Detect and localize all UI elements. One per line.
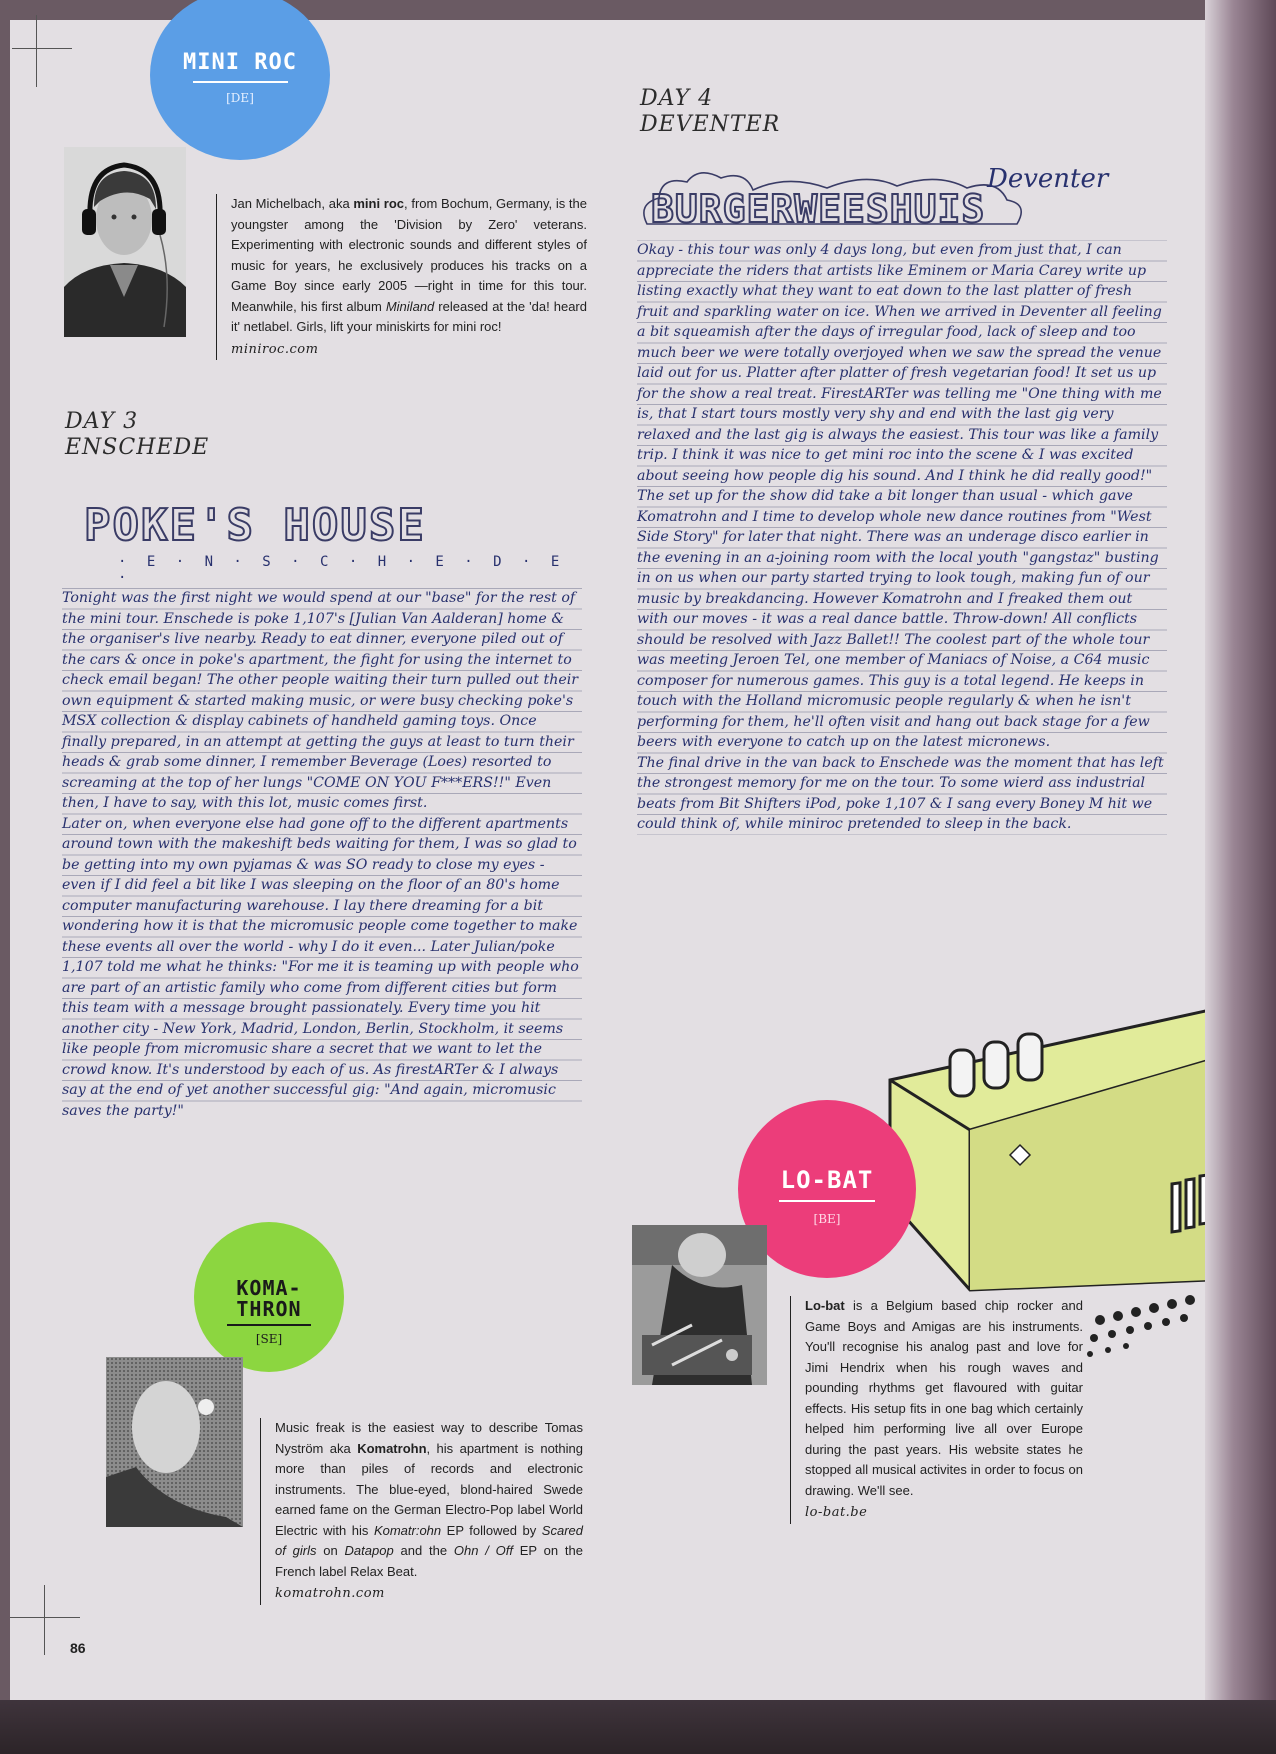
lo-bat-name: LO-BAT	[780, 1166, 874, 1194]
bio-text: Music freak is the easiest way to describe Tomas Nyström aka	[275, 1420, 583, 1456]
day3-handwritten-text	[62, 588, 582, 1121]
komathron-name-line: THRON	[236, 1297, 302, 1321]
release-title: Scared of girls	[275, 1522, 583, 1558]
komathron-name-line: KOMA-	[236, 1276, 302, 1300]
artist-name: mini roc	[353, 196, 405, 211]
day3-day: DAY 3	[65, 409, 139, 434]
day4-heading	[640, 86, 780, 138]
day4-notebook	[637, 164, 1167, 835]
pokes-house-doodle: POKE'S HOUSE	[84, 500, 426, 551]
bio-text: is a Belgium based chip rocker and Game Boys and Amigas are his instruments. You'll recognise his analog past and love for Jimi Hendrix when his rough waves and pounding rhythms get flavoured with guitar effects. His setup fits in one bag which certainly helped him performing live all over Europe during the past years. His website states he stopped all musical activites in order to focus on drawing. We'll see.	[805, 1298, 1083, 1498]
lo-bat-photo	[632, 1225, 767, 1385]
bottom-edge-shadow	[0, 1700, 1276, 1754]
mini-roc-photo	[64, 147, 186, 337]
mini-roc-bio	[216, 194, 587, 360]
day3-paragraph: Tonight was the first night we would spend at our "base" for the rest of the mini tour. Enschede is poke 1,107's [Julian Van Aalderan] home & the organiser's live nearby. Ready to eat dinner, everyone piled out of the cars & once in poke's apartment, the fight for using the internet to check email began! The other people waiting their turn pulled out their own equipment & started making music, or were busy checking poke's MSX collection & display cabinets of handheld gaming toys. Once finally prepared, in an attempt at getting the guys at least to turn their heads & grab some dinner, I remember Beverage (Loes) resorted to screaming at the top of her lungs "COME ON YOU F***ERS!!" Even then, I have to say, with this lot, music comes first.	[62, 590, 579, 811]
bio-text: and the	[393, 1543, 454, 1558]
mini-roc-url[interactable]: miniroc.com	[231, 341, 319, 357]
bio-text: released at the 'da! heard it' netlabel. Girls, lift your miniskirts for mini roc!	[231, 298, 587, 334]
komathron-name	[194, 1278, 344, 1320]
bio-text: on	[316, 1543, 345, 1558]
crop-mark	[10, 1617, 80, 1618]
bio-text: , from Bochum, Germany, is the youngster among the 'Division by Zero' veterans. Experimenting with electronic sounds and different styles of music for years, he exclusively produces his tracks on a Game Boy since early 2005 —right in time for this tour. Meanwhile, his first album	[231, 196, 587, 314]
bio-text: EP followed by	[441, 1522, 542, 1538]
name-rule	[227, 1324, 311, 1326]
komathron-bio	[260, 1418, 583, 1605]
artist-name: Komatrohn	[357, 1440, 427, 1456]
mini-roc-country: [DE]	[226, 91, 254, 105]
crop-mark	[44, 1585, 45, 1655]
bio-text: , his apartment is nothing more than piles of records and electronic instruments. The blue-eyed, blond-haired Swede earned fame on the German Electro-Pop label World Electric with his	[275, 1440, 583, 1538]
page-spine-shadow	[1205, 0, 1276, 1754]
lo-bat-bio-text	[805, 1296, 1083, 1501]
day4-day: DAY 4	[640, 86, 714, 111]
komathron-circle	[194, 1222, 344, 1372]
bio-text: Jan Michelbach, aka	[231, 196, 354, 211]
mini-roc-bio-text	[231, 194, 587, 338]
enschede-subtitle: · E · N · S · C · H · E · D · E ·	[118, 554, 566, 586]
lo-bat-country: [BE]	[813, 1212, 841, 1226]
mini-roc-name: MINI ROC	[183, 50, 297, 75]
artist-name: Lo-bat	[805, 1298, 845, 1313]
day3-heading	[65, 409, 209, 461]
komathron-url[interactable]: komatrohn.com	[275, 1586, 385, 1601]
day4-paragraph: The final drive in the van back to Enschede was the moment that has left the strongest memory for me on the tour. To some wierd ass industrial beats from Bit Shifters iPod, poke 1,107 & I sang every Boney M hit we could think of, while miniroc pretended to sleep in the back.	[637, 754, 1164, 832]
album-title: Miniland	[385, 298, 435, 314]
bio-text: EP on the French label Relax Beat.	[275, 1543, 583, 1579]
komathron-photo	[106, 1357, 243, 1527]
day4-handwritten-text	[637, 240, 1167, 835]
release-title: Ohn / Off	[453, 1543, 513, 1558]
burgerweeshuis-header	[637, 164, 1167, 240]
deventer-script: Deventer	[987, 164, 1109, 194]
release-title: Komatr:ohn	[373, 1522, 442, 1538]
label-name: Datapop	[344, 1543, 394, 1558]
burgerweeshuis-doodle: BURGERWEESHUIS	[651, 187, 986, 231]
page-number: 86	[70, 1640, 86, 1656]
crop-mark	[12, 48, 72, 49]
day3-paragraph: Later on, when everyone else had gone off to the different apartments around town with the makeshift beds waiting for them, I was so glad to be getting into my own pyjamas & was SO ready to close my eyes - even if I did feel a bit like I was sleeping on the floor of an 80's home computer manufacturing warehouse. I lay there dreaming for a bit wondering how it is that the micromusic people come together to make these events all over the world - why I do it even... Later Julian/poke 1,107 told me what he thinks: "For me it is teaming up with people who are part of an artistic family who come from different cities but form this team with a message brought passionately. Every time you hit another city - New York, Madrid, London, Berlin, Stockholm, it seems like people from micromusic share a secret that we want to let the crowd know. It's understood by each of us. As firestARTer & I always say at the end of yet another successful gig: "And again, micromusic saves the party!"	[62, 815, 579, 1119]
komathron-country: [SE]	[255, 1332, 283, 1346]
day4-paragraph: The set up for the show did take a bit longer than usual - which gave Komatrohn and I time to develop whole new dance routines from "West Side Story" for later that night. There was an underage disco earlier in the evening in an a-joining room with the local youth "gangstaz" busting in on us when our party started trying to look tough, making fun of our music by breakdancing. However Komatrohn and I freaked them out with our moves - it was a real dance battle. Throw-down! All conflicts should be resolved with Jazz Ballet!! The coolest part of the whole tour was meeting Jeroen Tel, one member of Maniacs of Noise, a C64 music composer for numerous games. This guy is a total legend. He keeps in touch with the Holland micromusic people regularly & when he isn't performing for them, he'll often visit and hang out back stage for a few beers with everyone to catch up on the latest micronews.	[637, 488, 1159, 750]
day4-city: DEVENTER	[640, 112, 781, 137]
name-rule	[193, 81, 288, 83]
day4-paragraph: Okay - this tour was only 4 days long, but even from just that, I can appreciate the riders that artists like Eminem or Maria Carey write up listing exactly what they want to eat down to the last platter of fresh fruit and sparkling water on ice. When we arrived in Deventer all feeling a bit squeamish after the days of irregular food, lack of sleep and too much beer we were totally overjoyed when we saw the spread the venue laid out for us. Platter after platter of fresh vegetarian food! It set us up for the show a real treat. FirestARTer was telling me "One thing with me is, that I start tours mostly very shy and end with the last gig very relaxed and the last gig is always the easiest. This tour was like a family trip. I think it was nice to get mini roc into the scene & I was excited about seeing how people dig his sound. And I think he did really good!"	[637, 242, 1162, 484]
name-rule	[779, 1200, 875, 1202]
day3-city: ENSCHEDE	[65, 435, 210, 460]
crop-mark	[36, 15, 37, 87]
komathron-bio-text	[275, 1418, 583, 1582]
day3-notebook	[62, 500, 582, 1121]
lo-bat-bio	[790, 1296, 1083, 1524]
lo-bat-url[interactable]: lo-bat.be	[805, 1505, 868, 1520]
